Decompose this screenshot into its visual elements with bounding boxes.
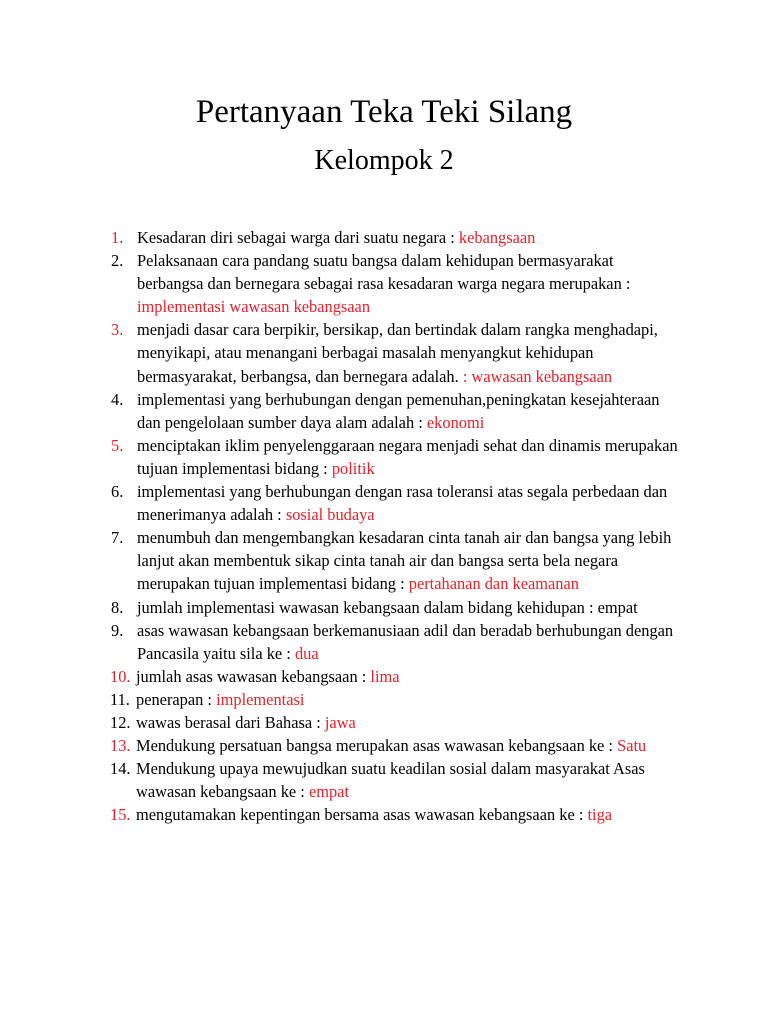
question-number: 7. (111, 528, 124, 548)
question-item (0, 249, 768, 318)
question-number: 4. (111, 389, 124, 409)
question-text: menciptakan iklim penyelenggaraan negara menjadi sehat dan dinamis merupakan tujuan implementasi bidang : (137, 435, 678, 478)
question-text: jumlah implementasi wawasan kebangsaan dalam bidang kehidupan : empat (137, 597, 638, 617)
question-item (0, 619, 768, 665)
question-answer: Satu (617, 736, 647, 756)
question-number: 12. (110, 712, 131, 732)
document-subtitle: Kelompok 2 (314, 145, 454, 176)
question-text: Mendukung persatuan bangsa merupakan asas wawasan kebangsaan ke : (136, 736, 618, 756)
question-number: 1. (111, 228, 124, 247)
document-title: Pertanyaan Teka Teki Silang (195, 94, 573, 130)
question-number: 13. (110, 736, 131, 756)
question-text: menjadi dasar cara berpikir, bersikap, dan bertindak dalam rangka menghadapi, menyikapi, atau menangani berbagai masalah menyangkut kehidupan bermasyarakat, berbangsa, dan bernegara adalah. (137, 320, 658, 386)
question-item (0, 388, 768, 434)
question-list (0, 226, 768, 826)
question-item (0, 318, 768, 387)
question-number: 11. (110, 689, 130, 709)
question-text: Pelaksanaan cara pandang suatu bangsa dalam kehidupan bermasyarakat berbangsa dan bernegara sebagai rasa kesadaran warga negara merupakan : (137, 251, 631, 294)
question-answer: pertahanan dan keamanan (408, 574, 579, 594)
question-item (0, 803, 768, 826)
question-text: wawas berasal dari Bahasa : (136, 712, 325, 732)
question-item (0, 434, 768, 480)
question-answer: : wawasan kebangsaan (458, 366, 613, 386)
question-number: 6. (111, 482, 124, 502)
question-number: 5. (111, 435, 124, 455)
question-text: penerapan : (136, 689, 217, 709)
question-text: Mendukung upaya mewujudkan suatu keadilan sosial dalam masyarakat Asas wawasan kebangsaan ke : (136, 759, 645, 802)
question-answer: kebangsaan (458, 228, 536, 247)
question-item (0, 711, 768, 734)
question-number: 10. (110, 666, 131, 686)
question-answer: implementasi wawasan kebangsaan (137, 297, 371, 317)
question-text: implementasi yang berhubungan dengan rasa toleransi atas segala perbedaan dan menerimanya adalah : (137, 482, 668, 525)
question-answer: dua (294, 643, 319, 663)
question-item (0, 688, 768, 711)
question-number: 8. (111, 597, 124, 617)
question-text: implementasi yang berhubungan dengan pemenuhan,peningkatan kesejahteraan dan pengelolaan sumber daya alam adalah : (137, 389, 660, 432)
question-answer: lima (370, 666, 400, 686)
question-text: menumbuh dan mengembangkan kesadaran cinta tanah air dan bangsa yang lebih lanjut akan membentuk sikap cinta tanah air dan bangsa serta bela negara merupakan tujuan implementasi bidang : (137, 528, 672, 594)
question-answer: implementasi (216, 689, 305, 709)
question-item (0, 596, 768, 619)
question-item (0, 665, 768, 688)
question-number: 2. (111, 251, 124, 271)
question-answer: sosial budaya (285, 505, 375, 525)
question-item (0, 734, 768, 757)
question-text: Kesadaran diri sebagai warga dari suatu negara : (137, 228, 459, 247)
question-text: asas wawasan kebangsaan berkemanusiaan adil dan beradab berhubungan dengan Pancasila yaitu sila ke : (137, 620, 674, 663)
question-item (0, 757, 768, 803)
question-number: 3. (111, 320, 124, 340)
question-number: 14. (110, 759, 131, 779)
question-answer: empat (308, 782, 350, 802)
question-text: jumlah asas wawasan kebangsaan : (136, 666, 371, 686)
question-item (0, 480, 768, 526)
question-answer: ekonomi (426, 412, 485, 432)
question-item (0, 526, 768, 595)
question-text: mengutamakan kepentingan bersama asas wawasan kebangsaan ke : (136, 805, 588, 825)
question-number: 9. (111, 620, 124, 640)
question-item (0, 226, 768, 249)
question-number: 15. (110, 805, 131, 825)
question-answer: tiga (587, 805, 613, 825)
question-answer: politik (331, 458, 375, 478)
question-answer: jawa (324, 712, 356, 732)
